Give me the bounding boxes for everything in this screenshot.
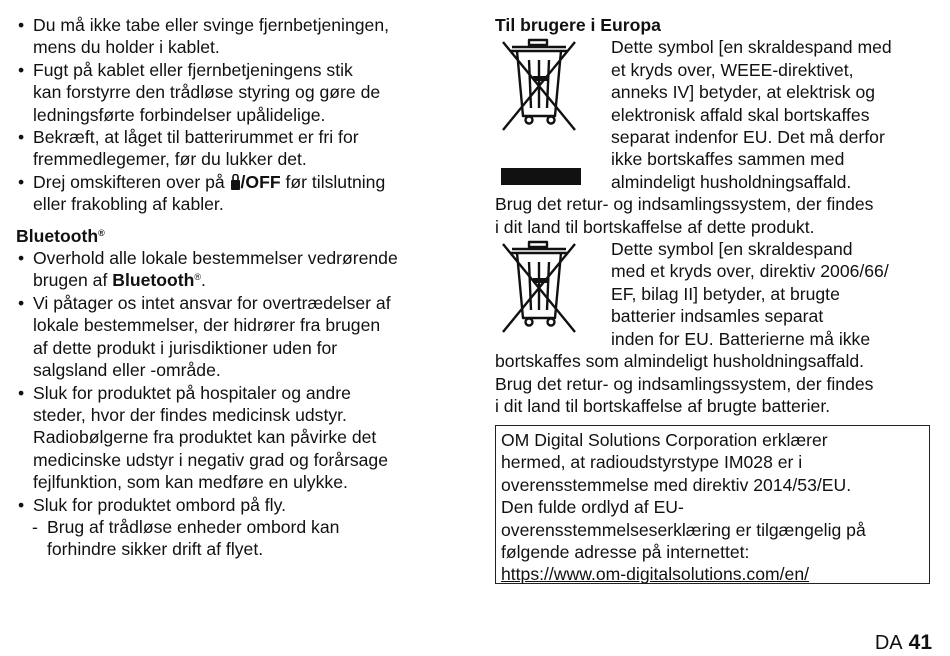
weee-instructions	[495, 193, 938, 238]
bluetooth-heading: Bluetooth®	[16, 225, 105, 246]
bullet-line: Radiobølgerne fra produktet kan påvirke det	[33, 427, 377, 448]
dash-line: - Brug af trådløse enheder ombord kan	[47, 516, 340, 537]
page-number: 41	[908, 631, 932, 654]
bullet-line: af dette produkt i jurisdiktioner uden for	[33, 337, 338, 358]
weee-line: ikke bortskaffes sammen med	[611, 149, 845, 170]
declaration-line: OM Digital Solutions Corporation erklærer	[501, 430, 828, 450]
declaration-line: Den fulde ordlyd af EU-	[501, 497, 684, 518]
switch-bullet: • Drej omskifteren over på /OFF før tilslutning eller frakobling af kabler.	[16, 171, 468, 216]
declaration-box	[495, 425, 930, 584]
safety-bullets	[16, 14, 468, 171]
declaration-text	[501, 429, 929, 563]
bullet-item	[16, 382, 468, 494]
declaration-line: overensstemmelseserklæring er tilgængelig på	[501, 519, 866, 540]
weee-line: et kryds over, WEEE-direktivet,	[611, 59, 854, 80]
right-column	[495, 14, 938, 417]
weee-line: anneks IV] betyder, at elektrisk og	[611, 82, 876, 103]
bullet-item	[16, 14, 468, 59]
weee-line: Dette symbol [en skraldespand med	[611, 37, 892, 58]
bt-bullet: • Overhold alle lokale bestemmelser vedrørende brugen af Bluetooth®.	[16, 247, 468, 292]
battery-after-line: i dit land til bortskaffelse af brugte batterier.	[495, 395, 831, 416]
weee-after-line: Brug det retur- og indsamlingssystem, der findes	[495, 194, 874, 215]
bullet-line: fremmedlegemer, før du lukker det.	[33, 149, 307, 170]
bullet-item	[16, 126, 468, 171]
dash-line: forhindre sikker drift af flyet.	[47, 539, 264, 560]
battery-crossed-bin-icon	[495, 238, 585, 349]
language-code: DA	[874, 632, 903, 654]
left-column	[16, 14, 468, 561]
bullet-line: steder, hvor der findes medicinsk udstyr.	[33, 404, 347, 425]
bullet-line: mens du holder i kablet.	[33, 37, 220, 58]
bullet-line: • Vi påtager os intet ansvar for overtrædelser af	[33, 292, 391, 313]
weee-crossed-bin-icon	[495, 36, 585, 191]
battery-description	[611, 238, 938, 350]
battery-after-line: Brug det retur- og indsamlingssystem, der findes	[495, 373, 874, 394]
declaration-line: følgende adresse på internettet:	[501, 542, 750, 563]
declaration-line: hermed, at radioudstyrstype IM028 er i	[501, 452, 803, 473]
bullet-line: • Sluk for produktet på hospitaler og andre	[33, 382, 351, 403]
bullet-item	[16, 494, 468, 516]
bullet-line: salgsland eller -område.	[33, 360, 221, 381]
bullet-line: fejlfunktion, som kan medføre en ulykke.	[33, 472, 348, 493]
bullet-line: • Bekræft, at låget til batterirummet er fri for	[33, 127, 359, 148]
page-footer	[875, 631, 932, 655]
bullet-line: • Du må ikke tabe eller svinge fjernbetjeningen,	[33, 15, 389, 35]
bluetooth-bullets	[16, 292, 468, 516]
weee-description	[611, 36, 938, 193]
weee-after-line: i dit land til bortskaffelse af dette produkt.	[495, 216, 815, 237]
declaration-line: overensstemmelse med direktiv 2014/53/EU.	[501, 474, 852, 495]
battery-line: EF, bilag II] betyder, at brugte	[611, 283, 840, 304]
battery-instructions	[495, 350, 938, 417]
bullet-line: • Fugt på kablet eller fjernbetjeningens stik	[33, 59, 353, 80]
battery-after-line: bortskaffes som almindeligt husholdningsaffald.	[495, 351, 865, 372]
declaration-link[interactable]: https://www.om-digitalsolutions.com/en/	[501, 564, 810, 585]
weee-line: almindeligt husholdningsaffald.	[611, 171, 852, 192]
bullet-line: medicinske udstyr i negativ grad og forårsage	[33, 449, 388, 470]
weee-line: separat indenfor EU. Det må derfor	[611, 127, 885, 148]
switch-line-1: • Drej omskifteren over på /OFF før tilslutning	[33, 171, 386, 192]
bullet-item	[16, 292, 468, 382]
battery-line: Dette symbol [en skraldespand	[611, 239, 853, 260]
lock-icon	[230, 174, 241, 190]
airplane-sub-item	[16, 516, 468, 561]
bullet-line: kan forstyrre den trådløse styring og gøre de	[33, 82, 381, 103]
bullet-line: ledningsførte forbindelser upålidelige.	[33, 104, 326, 125]
battery-line: med et kryds over, direktiv 2006/66/	[611, 261, 889, 282]
battery-line: batterier indsamles separat	[611, 306, 824, 327]
europe-heading: Til brugere i Europa	[495, 15, 661, 35]
battery-section	[495, 238, 938, 350]
bullet-line: • Sluk for produktet ombord på fly.	[33, 494, 286, 515]
weee-line: elektronisk affald skal bortskaffes	[611, 104, 870, 125]
bullet-item	[16, 59, 468, 126]
battery-line: inden for EU. Batterierne må ikke	[611, 328, 871, 349]
weee-section	[495, 36, 938, 193]
bullet-line: lokale bestemmelser, der hidrører fra brugen	[33, 315, 381, 336]
